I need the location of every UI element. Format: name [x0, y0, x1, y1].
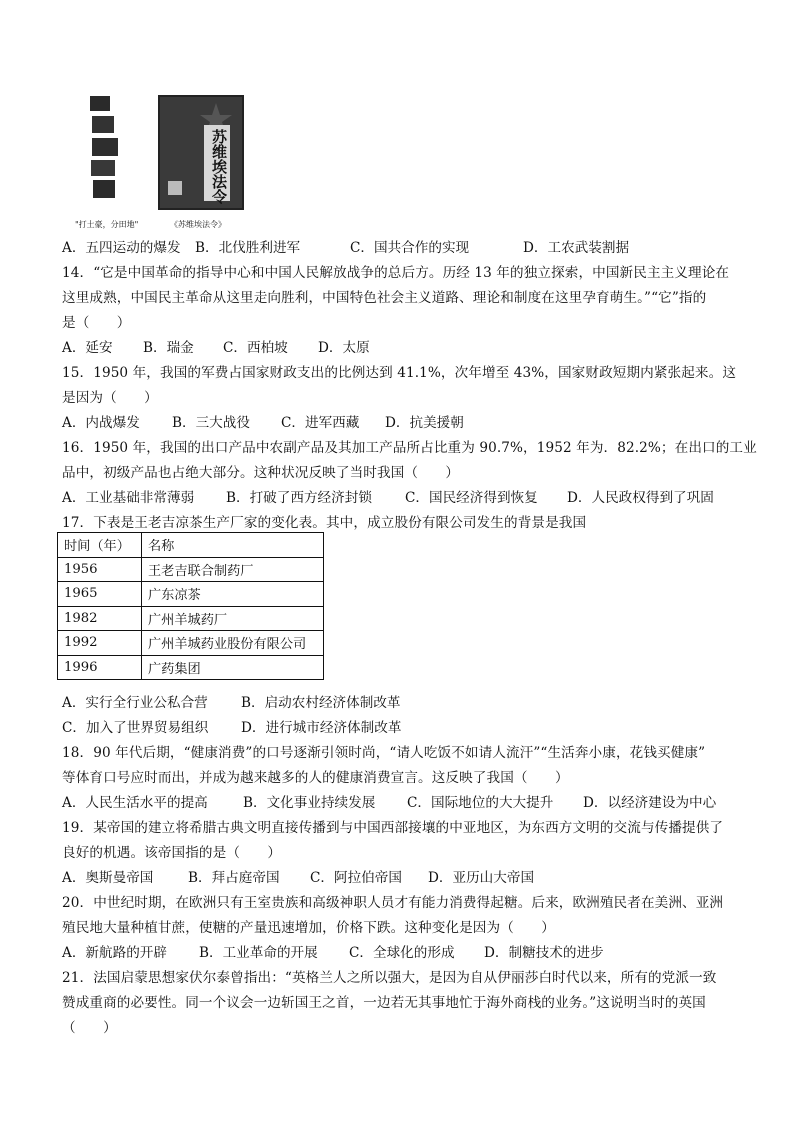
- soviet-decree-photo: [158, 95, 244, 210]
- q20-option-d[interactable]: D．制糖技术的进步: [484, 945, 604, 961]
- table-cell-name: 广州羊城药业股份有限公司: [142, 631, 324, 656]
- q15-stem-line2: 是因为（ ）: [62, 390, 158, 406]
- q17-option-c[interactable]: C．加入了世界贸易组织: [62, 720, 209, 736]
- q18-option-a[interactable]: A．人民生活水平的提高: [62, 795, 208, 811]
- q18-option-d[interactable]: D．以经济建设为中心: [583, 795, 717, 811]
- q21-stem-line3: （ ）: [62, 1020, 117, 1036]
- q20-option-c[interactable]: C．全球化的形成: [349, 945, 455, 961]
- q14-option-a[interactable]: A．延安: [62, 340, 113, 356]
- q14-stem-line2: 这里成熟，中国民主革命从这里走向胜利，中国特色社会主义道路、理论和制度在这里孕育萌生。”“它”指的: [62, 290, 707, 306]
- q14-stem-line1: 14．“它是中国革命的指导中心和中国人民解放战争的总后方。历经 13 年的独立探索，中国新民主主义理论在: [62, 265, 730, 281]
- q18-stem-line2: 等体育口号应时而出，并成为越来越多的人的健康消费宣言。这反映了我国（ ）: [62, 770, 569, 786]
- q17-stem-line1: 17．下表是王老吉凉茶生产厂家的变化表。其中，成立股份有限公司发生的背景是我国: [62, 515, 587, 531]
- table-header-year: 时间（年）: [58, 533, 142, 558]
- q16-option-a[interactable]: A．工业基础非常薄弱: [62, 490, 195, 506]
- table-cell-year: 1965: [58, 582, 142, 607]
- q19-option-d[interactable]: D．亚历山大帝国: [428, 870, 535, 886]
- q14-stem-line3: 是（ ）: [62, 315, 131, 331]
- q21-stem-line2: 赞成重商的必要性。同一个议会一边斩国王之首，一边若无其事地忙于海外商栈的业务。”这说明当时的英国: [62, 995, 706, 1011]
- table-cell-year: 1992: [58, 631, 142, 656]
- table-cell-name: 广东凉茶: [142, 582, 324, 607]
- table-row: [58, 631, 324, 656]
- q20-stem-line1: 20．中世纪时期，在欧洲只有王室贵族和高级神职人员才有能力消费得起糖。后来，欧洲殖民者在美洲、亚洲: [62, 895, 724, 911]
- q14-option-c[interactable]: C．西柏坡: [223, 340, 288, 356]
- table-cell-year: 1956: [58, 557, 142, 582]
- q18-option-b[interactable]: B．文化事业持续发展: [243, 795, 376, 811]
- table-header-name: 名称: [142, 533, 324, 558]
- decree-title-text: 苏维埃法令: [210, 129, 228, 204]
- q20-option-a[interactable]: A．新航路的开辟: [62, 945, 167, 961]
- q19-option-b[interactable]: B．拜占庭帝国: [188, 870, 280, 886]
- q13-option-d[interactable]: D．工农武装割据: [523, 240, 630, 256]
- slogan-photo: [84, 94, 134, 204]
- q19-option-a[interactable]: A．奥斯曼帝国: [62, 870, 154, 886]
- caption-left: "打土豪，分田地": [75, 220, 139, 229]
- table-cell-year: 1996: [58, 655, 142, 680]
- table-row: [58, 606, 324, 631]
- q14-option-b[interactable]: B．瑞金: [143, 340, 194, 356]
- q18-option-c[interactable]: C．国际地位的大大提升: [407, 795, 554, 811]
- q19-option-c[interactable]: C．阿拉伯帝国: [310, 870, 402, 886]
- q18-stem-line1: 18．90 年代后期，“健康消费”的口号逐渐引领时尚，“请人吃饭不如请人流汗”“生活奔小康，花钱买健康”: [62, 745, 706, 761]
- q16-option-d[interactable]: D．人民政权得到了巩固: [567, 490, 714, 506]
- q15-option-b[interactable]: B．三大战役: [172, 415, 250, 431]
- q15-option-d[interactable]: D．抗美援朝: [385, 415, 464, 431]
- q16-option-c[interactable]: C．国民经济得到恢复: [405, 490, 538, 506]
- q16-option-b[interactable]: B．打破了西方经济封锁: [226, 490, 372, 506]
- table-cell-name: 王老吉联合制药厂: [142, 557, 324, 582]
- table-cell-name: 广州羊城药厂: [142, 606, 324, 631]
- q20-stem-line2: 殖民地大量种植甘蔗，使糖的产量迅速增加，价格下跌。这种变化是因为（ ）: [62, 920, 555, 936]
- q14-option-d[interactable]: D．太原: [318, 340, 370, 356]
- q19-stem-line1: 19．某帝国的建立将希腊古典文明直接传播到与中国西部接壤的中亚地区，为东西方文明的交流与传播提供了: [62, 820, 724, 836]
- q13-option-b[interactable]: B．北伐胜利进军: [195, 240, 301, 256]
- table-row: [58, 655, 324, 680]
- q20-option-b[interactable]: B．工业革命的开展: [199, 945, 318, 961]
- q21-stem-line1: 21．法国启蒙思想家伏尔泰曾指出：“英格兰人之所以强大，是因为自从伊丽莎白时代以来，所有的党派一致: [62, 970, 717, 986]
- q13-option-a[interactable]: A．五四运动的爆发: [62, 240, 181, 256]
- q16-stem-line1: 16．1950 年，我国的出口产品中农副产品及其加工产品所占比重为 90.7%，1952 年为．82.2%；在出口的工业: [62, 440, 757, 456]
- table-row: [58, 582, 324, 607]
- table-header-row: [58, 533, 324, 558]
- q17-option-d[interactable]: D．进行城市经济体制改革: [241, 720, 402, 736]
- caption-right: 《苏维埃法令》: [170, 220, 226, 229]
- q15-option-a[interactable]: A．内战爆发: [62, 415, 140, 431]
- table-row: [58, 557, 324, 582]
- q19-stem-line2: 良好的机遇。该帝国指的是（ ）: [62, 845, 282, 861]
- table-cell-year: 1982: [58, 606, 142, 631]
- q16-stem-line2: 品中，初级产品也占绝大部分。这种状况反映了当时我国（ ）: [62, 465, 460, 481]
- table-cell-name: 广药集团: [142, 655, 324, 680]
- q15-stem-line1: 15．1950 年，我国的军费占国家财政支出的比例达到 41.1%，次年增至 43%，国家财政短期内紧张起来。这: [62, 365, 737, 381]
- q15-option-c[interactable]: C．进军西藏: [281, 415, 360, 431]
- factory-change-table: [57, 532, 324, 680]
- q17-option-a[interactable]: A．实行全行业公私合营: [62, 695, 208, 711]
- q13-option-c[interactable]: C．国共合作的实现: [350, 240, 470, 256]
- q17-option-b[interactable]: B．启动农村经济体制改革: [241, 695, 401, 711]
